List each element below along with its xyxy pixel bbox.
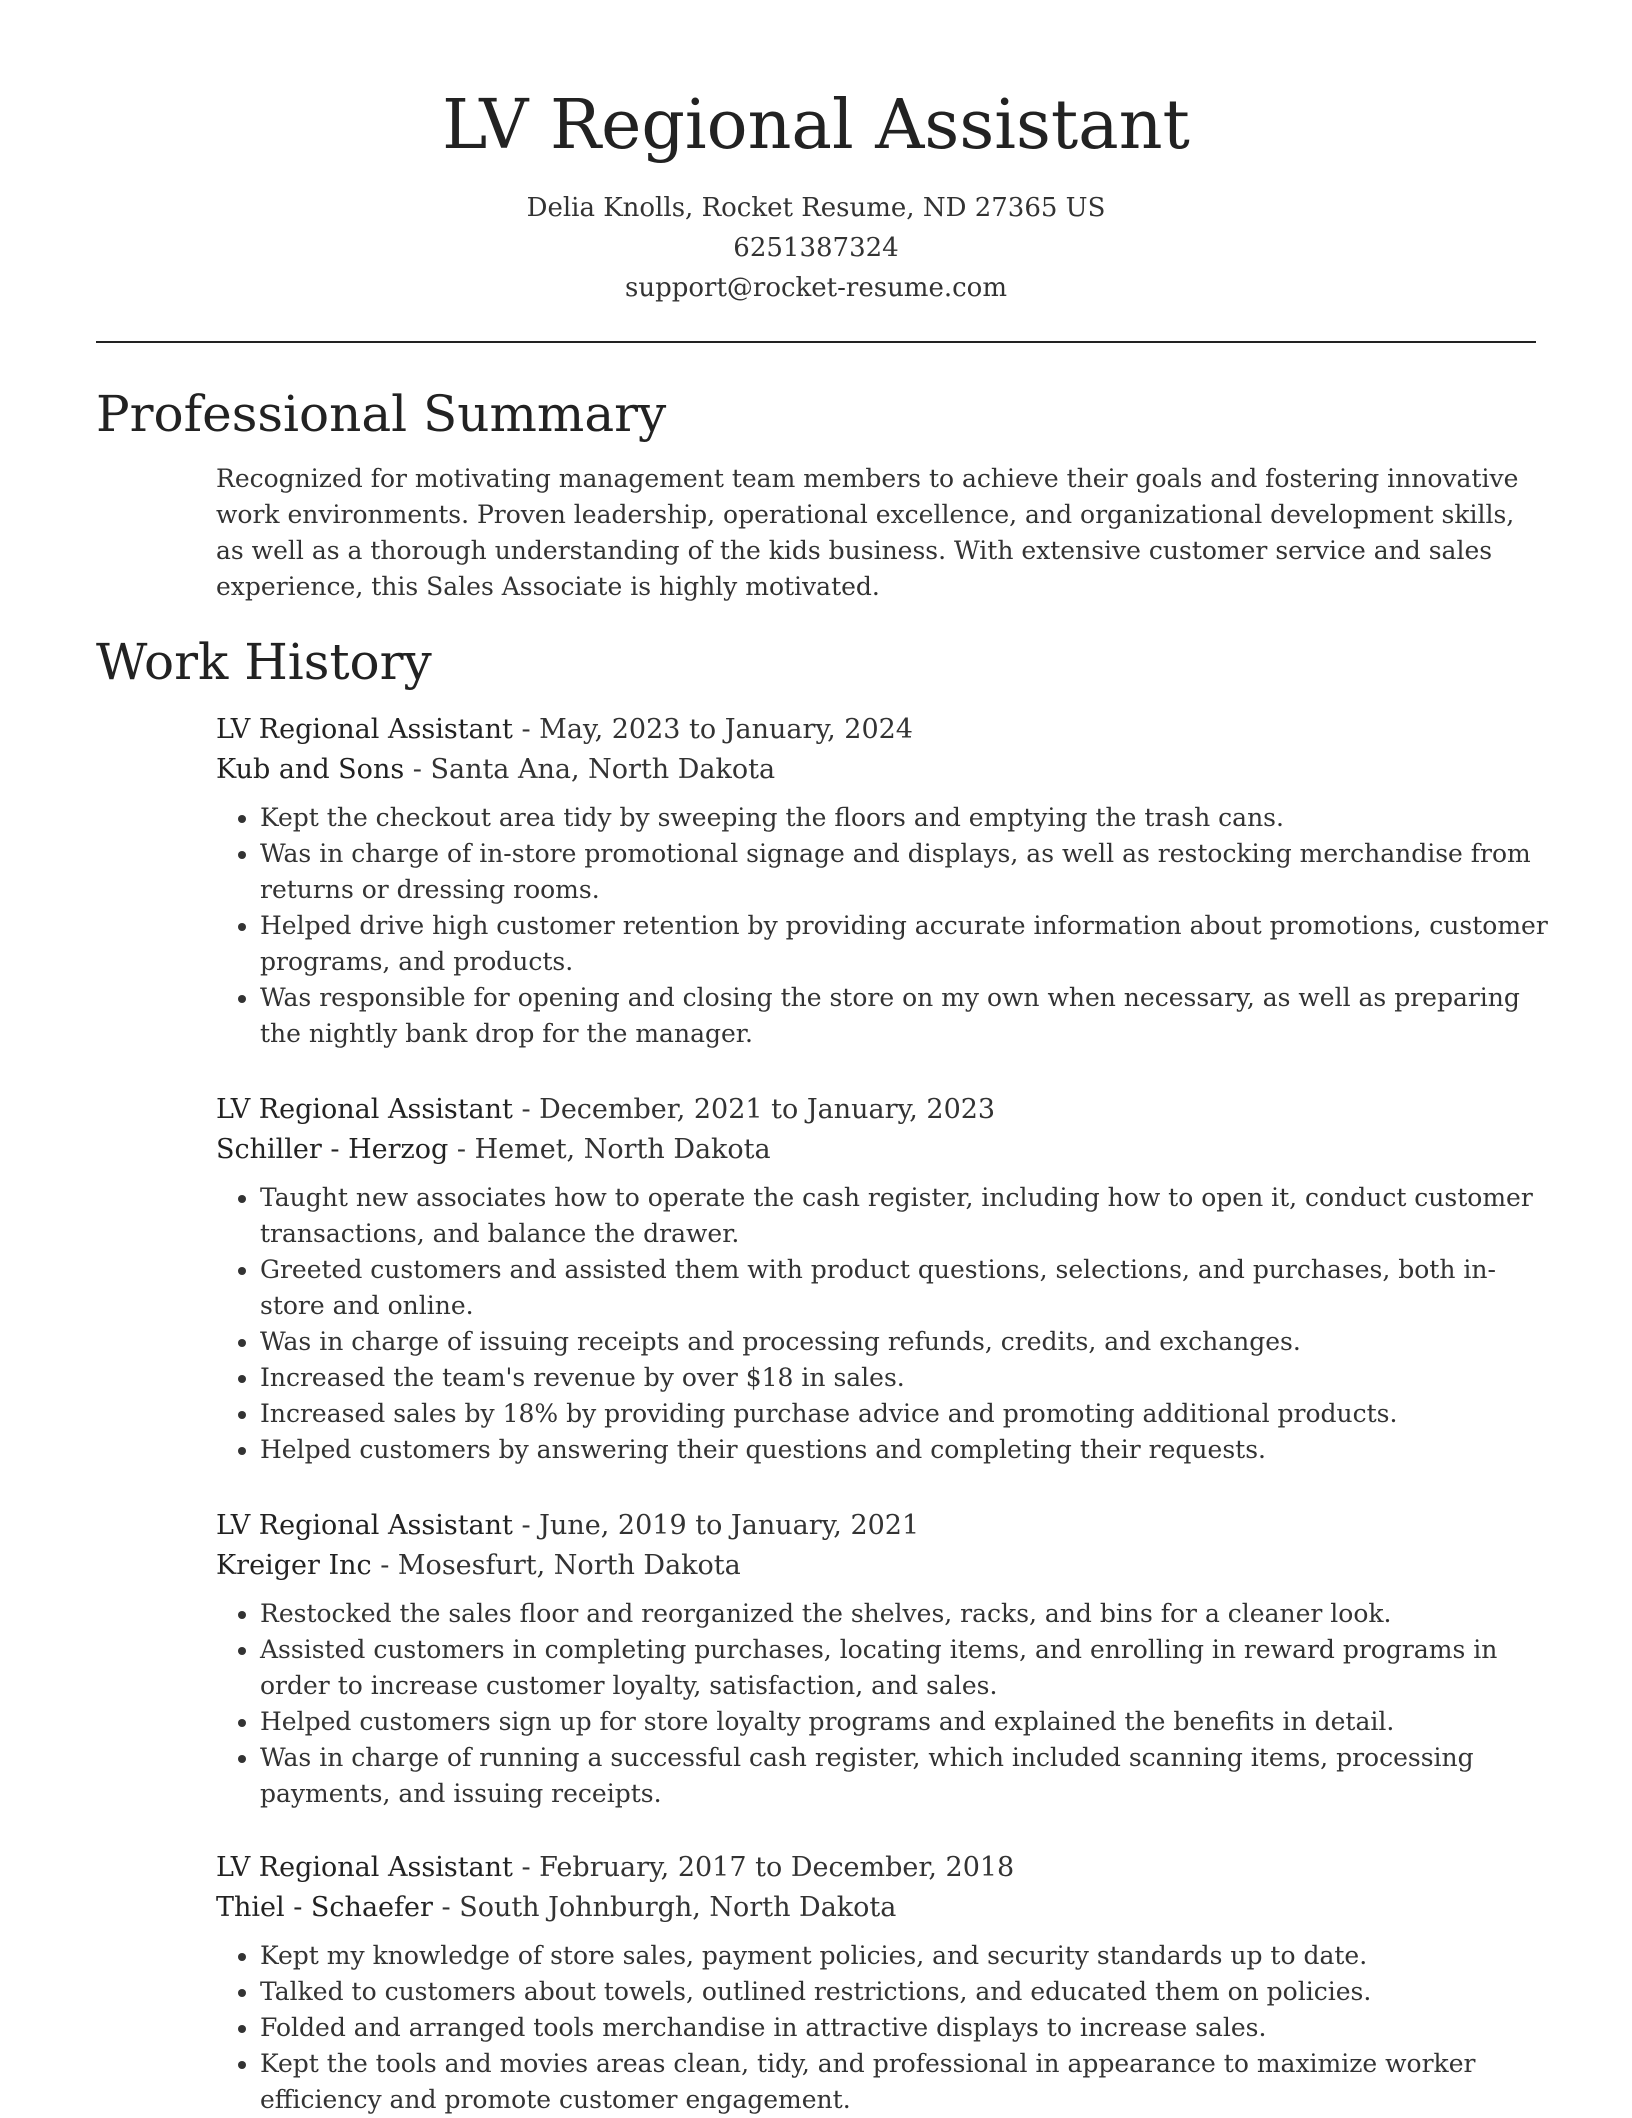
job-dates: - December, 2021 to January, 2023 — [512, 1094, 996, 1125]
job-company — [216, 750, 1548, 790]
company-name: Thiel - Schaefer — [216, 1892, 433, 1923]
list-item: • Taught new associates how to operate the cash register, including how to open it, conduct customer transactions, and balance the drawer. — [260, 1180, 1548, 1252]
job-entry — [216, 1090, 1548, 1468]
job-title — [216, 1090, 1548, 1130]
job-bullets — [216, 800, 1548, 1052]
list-item: • Was in charge of running a successful cash register, which included scanning items, processing payments, and issuing receipts. — [260, 1740, 1548, 1812]
address: Delia Knolls, Rocket Resume, ND 27365 US — [526, 193, 1106, 223]
company-location: - Mosesfurt, North Dakota — [371, 1550, 741, 1581]
list-item: • Helped customers by answering their questions and completing their requests. — [260, 1432, 1548, 1468]
job-title — [216, 1506, 1548, 1546]
company-name: Kreiger Inc — [216, 1550, 372, 1581]
list-item: • Folded and arranged tools merchandise in attractive displays to increase sales. — [260, 2010, 1548, 2046]
summary-text: Recognized for motivating management team members to achieve their goals and fostering innovative work environments. Proven leadership, operational excellence, and organizational development skills, as well as a thorough understanding of the kids business. With extensive customer service and sales experience, this Sales Associate is highly motivated. — [216, 464, 1519, 601]
header-divider — [96, 341, 1536, 343]
list-item: • Kept the checkout area tidy by sweeping the floors and emptying the trash cans. — [260, 800, 1548, 836]
job-entry — [216, 1848, 1548, 2118]
company-location: - Santa Ana, North Dakota — [404, 754, 776, 785]
job-bullets — [216, 1180, 1548, 1468]
list-item: • Was in charge of issuing receipts and processing refunds, credits, and exchanges. — [260, 1324, 1548, 1360]
list-item: • Greeted customers and assisted them with product questions, selections, and purchases, both in-store and online. — [260, 1252, 1548, 1324]
resume-header — [0, 0, 1632, 308]
job-company — [216, 1130, 1548, 1170]
job-company — [216, 1888, 1548, 1928]
job-bullets — [216, 1938, 1548, 2118]
list-item: • Restocked the sales floor and reorganized the shelves, racks, and bins for a cleaner look. — [260, 1596, 1548, 1632]
job-bullets — [216, 1596, 1548, 1812]
list-item: • Increased the team's revenue by over $18 in sales. — [260, 1360, 1548, 1396]
email: support@rocket-resume.com — [624, 273, 1007, 303]
list-item: • Helped drive high customer retention by providing accurate information about promotions, customer programs, and products. — [260, 908, 1548, 980]
list-item: • Was responsible for opening and closing the store on my own when necessary, as well as preparing the nightly bank drop for the manager. — [260, 980, 1548, 1052]
work-history-heading: Work History — [96, 633, 432, 691]
company-name: Kub and Sons — [216, 754, 405, 785]
job-company — [216, 1546, 1548, 1586]
list-item: • Kept my knowledge of store sales, payment policies, and security standards up to date. — [260, 1938, 1548, 1974]
list-item: • Increased sales by 18% by providing purchase advice and promoting additional products. — [260, 1396, 1548, 1432]
job-role: LV Regional Assistant — [216, 1852, 513, 1883]
job-role: LV Regional Assistant — [216, 1510, 513, 1541]
job-role: LV Regional Assistant — [216, 714, 513, 745]
job-dates: - February, 2017 to December, 2018 — [512, 1852, 1015, 1883]
contact-info — [0, 188, 1632, 308]
summary-heading: Professional Summary — [96, 385, 667, 443]
list-item: • Assisted customers in completing purchases, locating items, and enrolling in reward programs in order to increase customer loyalty, satisfaction, and sales. — [260, 1632, 1548, 1704]
company-location: - South Johnburgh, North Dakota — [432, 1892, 897, 1923]
list-item: • Kept the tools and movies areas clean, tidy, and professional in appearance to maximize worker efficiency and promote customer engagement. — [260, 2046, 1548, 2118]
candidate-name: LV Regional Assistant — [442, 86, 1190, 165]
list-item: • Was in charge of in-store promotional signage and displays, as well as restocking merchandise from returns or dressing rooms. — [260, 836, 1548, 908]
job-role: LV Regional Assistant — [216, 1094, 513, 1125]
company-name: Schiller - Herzog — [216, 1134, 449, 1165]
job-title — [216, 1848, 1548, 1888]
job-entry — [216, 710, 1548, 1052]
company-location: - Hemet, North Dakota — [448, 1134, 771, 1165]
list-item: • Talked to customers about towels, outlined restrictions, and educated them on policies. — [260, 1974, 1548, 2010]
job-entry — [216, 1506, 1548, 1812]
job-title — [216, 710, 1548, 750]
job-dates: - May, 2023 to January, 2024 — [512, 714, 913, 745]
job-dates: - June, 2019 to January, 2021 — [512, 1510, 920, 1541]
list-item: • Helped customers sign up for store loyalty programs and explained the benefits in detail. — [260, 1704, 1548, 1740]
phone: 6251387324 — [733, 233, 899, 263]
